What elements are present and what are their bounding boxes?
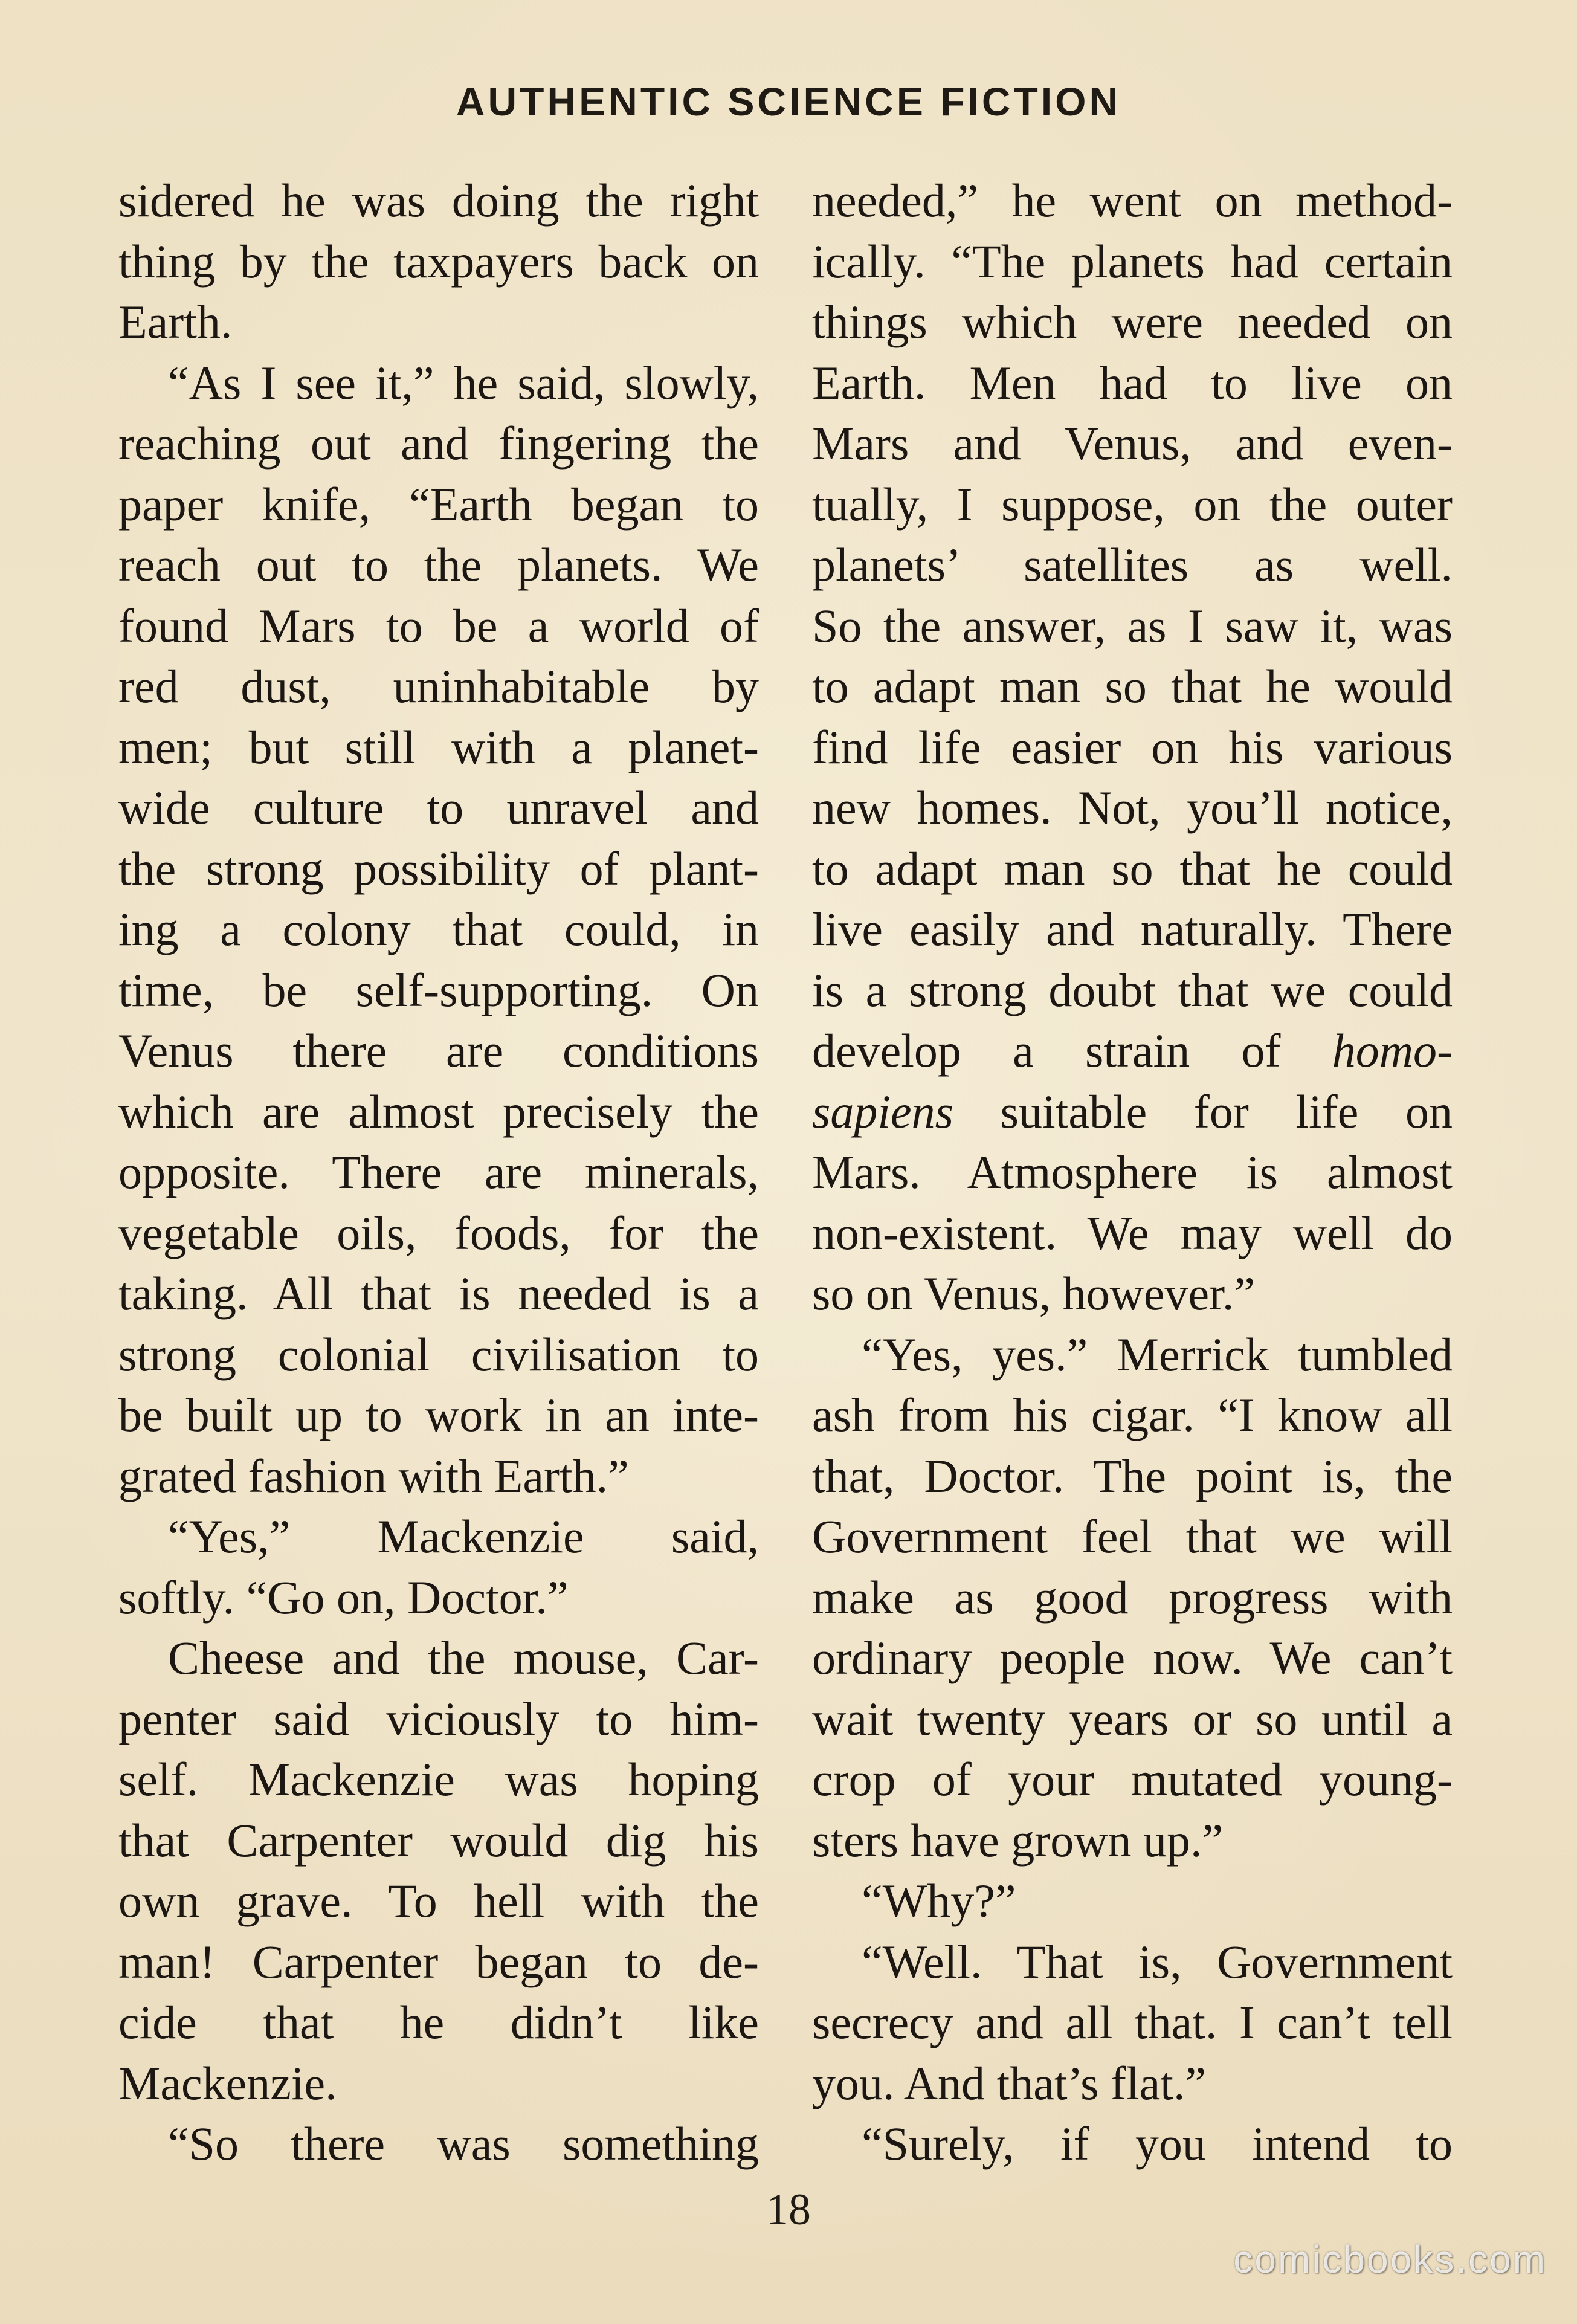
text-line (812, 1021, 1453, 1082)
line-text: “Why?” (862, 1874, 1016, 1927)
text-line (118, 1749, 759, 1810)
text-line (118, 1203, 759, 1264)
text-line (118, 1932, 759, 1993)
line-text: Venus there are conditions (118, 1024, 759, 1077)
text-line (118, 1810, 759, 1871)
line-text: live easily and naturally. There (812, 903, 1453, 955)
line-text: cide that he didn’t like (118, 1996, 759, 2048)
line-text: ing a colony that could, in (118, 903, 759, 955)
text-line (812, 656, 1453, 717)
text-column-right (812, 170, 1453, 2175)
line-text: planets’ satellites as well. (812, 538, 1453, 591)
line-text: Earth. (118, 295, 233, 348)
text-line (118, 1689, 759, 1750)
text-line (812, 2053, 1453, 2114)
line-text: make as good progress with (812, 1570, 1453, 1624)
line-text: strong colonial civilisation to (118, 1328, 759, 1381)
text-line (118, 1446, 759, 1507)
page-number: 18 (766, 2185, 811, 2235)
line-text: Cheese and the mouse, Car- (168, 1632, 759, 1684)
text-line (118, 717, 759, 778)
text-line (812, 231, 1453, 292)
italic-text: sapiens (812, 1085, 953, 1138)
text-line (812, 292, 1453, 353)
text-line (812, 960, 1453, 1021)
line-text: Government feel that we will (812, 1510, 1453, 1563)
line-text: reach out to the planets. We (118, 538, 759, 591)
line-text: Earth. Men had to live on (812, 356, 1453, 409)
line-text: wait twenty years or so until a (812, 1692, 1453, 1745)
text-line (812, 899, 1453, 960)
text-line (812, 413, 1453, 474)
text-line (812, 1628, 1453, 1689)
text-line (812, 535, 1453, 596)
text-line (118, 1992, 759, 2053)
line-text: reaching out and fingering the (118, 417, 759, 470)
line-text: vegetable oils, foods, for the (118, 1206, 759, 1259)
line-text: new homes. Not, you’ll notice, (812, 781, 1453, 834)
line-text: men; but still with a planet- (118, 720, 759, 773)
line-text: softly. “Go on, Doctor.” (118, 1570, 569, 1624)
text-line (812, 1810, 1453, 1871)
line-text: the strong possibility of plant- (118, 842, 759, 895)
line-text: found Mars to be a world of (118, 599, 759, 652)
line-text: “Yes, yes.” Merrick tumbled (862, 1328, 1453, 1381)
text-line (118, 899, 759, 960)
line-text: taking. All that is needed is a (118, 1267, 759, 1320)
text-line (118, 170, 759, 231)
line-text: “As I see it,” he said, slowly, (168, 356, 759, 409)
text-line (812, 2114, 1453, 2175)
text-line (118, 960, 759, 1021)
line-text: Mackenzie. (118, 2056, 337, 2109)
line-text: so on Venus, however.” (812, 1267, 1255, 1320)
line-text: ash from his cigar. “I know all (812, 1389, 1453, 1441)
line-text: time, be self-supporting. On (118, 963, 759, 1016)
line-text: thing by the taxpayers back on (118, 234, 759, 288)
text-line (812, 474, 1453, 535)
line-text: that, Doctor. The point is, the (812, 1449, 1453, 1502)
line-text: develop a strain of (812, 1024, 1332, 1077)
line-text: crop of your mutated young- (812, 1753, 1453, 1806)
text-column-left (118, 170, 759, 2175)
line-text: So the answer, as I saw it, was (812, 599, 1453, 652)
text-line (812, 1264, 1453, 1325)
line-text: non-existent. We may well do (812, 1206, 1453, 1259)
line-text: that Carpenter would dig his (118, 1813, 759, 1867)
text-line (118, 1628, 759, 1689)
text-line (118, 1082, 759, 1143)
text-line (812, 596, 1453, 657)
text-line (812, 1082, 1453, 1143)
text-line (812, 1385, 1453, 1446)
line-text: penter said viciously to him- (118, 1692, 759, 1745)
text-line (812, 1871, 1453, 1932)
line-text: “Yes,” Mackenzie said, (168, 1510, 759, 1563)
line-text: “Surely, if you intend to (862, 2117, 1453, 2170)
text-line (812, 778, 1453, 839)
line-text: paper knife, “Earth began to (118, 477, 759, 531)
text-line (812, 353, 1453, 414)
running-header: AUTHENTIC SCIENCE FICTION (456, 79, 1121, 124)
text-line (812, 1142, 1453, 1203)
watermark: comicbooks.com (1233, 2238, 1547, 2281)
text-line (812, 839, 1453, 900)
text-line (812, 1325, 1453, 1386)
text-line (118, 1264, 759, 1325)
text-line (118, 1567, 759, 1628)
text-line (118, 1871, 759, 1932)
text-line (118, 474, 759, 535)
text-line (812, 1992, 1453, 2053)
text-line (812, 1689, 1453, 1750)
text-line (118, 1142, 759, 1203)
line-text: opposite. There are minerals, (118, 1146, 759, 1198)
line-text: grated fashion with Earth.” (118, 1449, 629, 1502)
line-text: is a strong doubt that we could (812, 963, 1453, 1016)
text-line (812, 1567, 1453, 1628)
text-line (118, 353, 759, 414)
line-text: to adapt man so that he could (812, 842, 1453, 895)
line-text: Mars and Venus, and even- (812, 417, 1453, 470)
text-line (812, 1446, 1453, 1507)
line-text: red dust, uninhabitable by (118, 660, 759, 712)
line-text: needed,” he went on method- (812, 174, 1453, 227)
line-text: secrecy and all that. I can’t tell (812, 1996, 1453, 2048)
text-line (118, 1385, 759, 1446)
text-line (118, 231, 759, 292)
line-text: sters have grown up.” (812, 1813, 1224, 1867)
line-text: “So there was something (168, 2117, 759, 2170)
line-text: which are almost precisely the (118, 1085, 759, 1138)
line-text: find life easier on his various (812, 720, 1453, 773)
text-line (118, 656, 759, 717)
line-text: suitable for life on (953, 1085, 1453, 1138)
text-line (118, 1021, 759, 1082)
line-text: you. And that’s flat.” (812, 2056, 1207, 2109)
text-line (118, 2114, 759, 2175)
text-line (118, 2053, 759, 2114)
line-text: own grave. To hell with the (118, 1874, 759, 1927)
text-line (118, 839, 759, 900)
text-line (118, 1325, 759, 1386)
text-line (118, 535, 759, 596)
line-text: Mars. Atmosphere is almost (812, 1146, 1453, 1198)
text-line (812, 717, 1453, 778)
line-text: be built up to work in an inte- (118, 1389, 759, 1441)
line-text: ically. “The planets had certain (812, 234, 1453, 288)
italic-text: homo- (1332, 1024, 1453, 1077)
line-text: sidered he was doing the right (118, 174, 759, 227)
line-text: man! Carpenter began to de- (118, 1935, 759, 1988)
line-text: things which were needed on (812, 295, 1453, 348)
text-line (812, 1506, 1453, 1567)
text-line (118, 413, 759, 474)
text-line (812, 1749, 1453, 1810)
line-text: wide culture to unravel and (118, 781, 759, 834)
line-text: tually, I suppose, on the outer (812, 477, 1453, 531)
text-line (812, 1203, 1453, 1264)
text-line (118, 596, 759, 657)
line-text: ordinary people now. We can’t (812, 1632, 1453, 1684)
line-text: to adapt man so that he would (812, 660, 1453, 712)
text-line (812, 170, 1453, 231)
text-line (118, 1506, 759, 1567)
text-line (812, 1932, 1453, 1993)
line-text: “Well. That is, Government (862, 1935, 1453, 1988)
line-text: self. Mackenzie was hoping (118, 1753, 759, 1806)
text-line (118, 778, 759, 839)
text-line (118, 292, 759, 353)
